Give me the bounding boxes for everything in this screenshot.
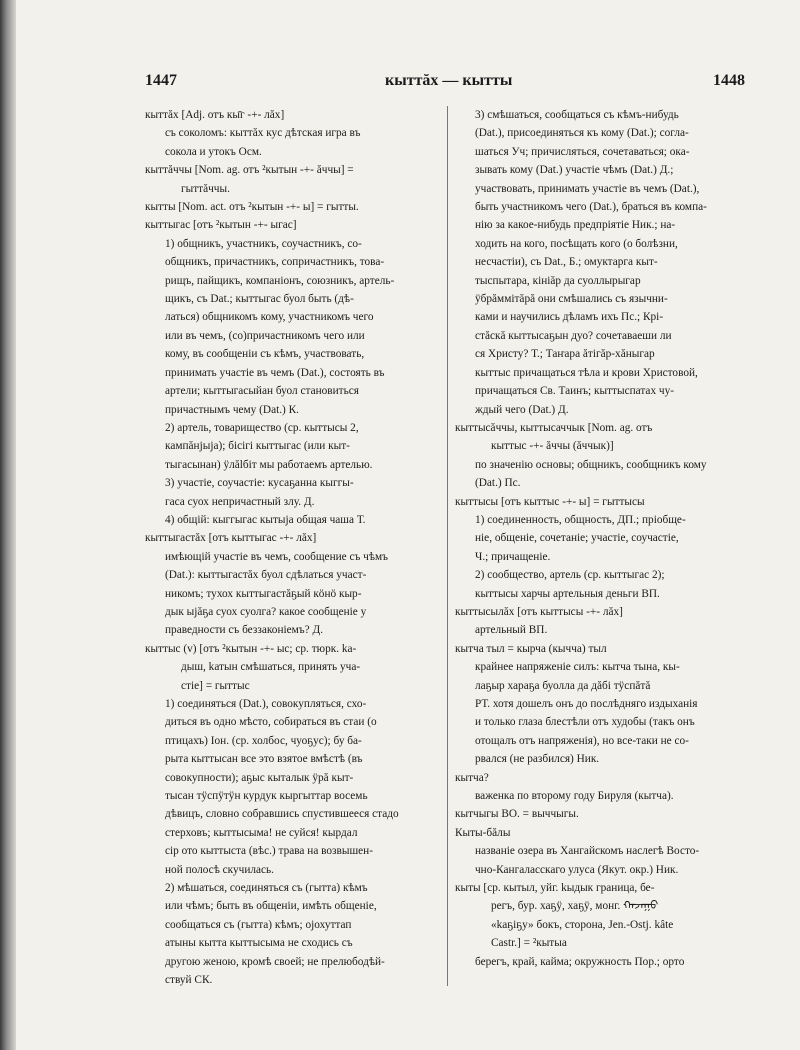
entry-text-line: участвовать, принимать участіе въ чемъ (Dat.), xyxy=(475,182,700,195)
entry-text-line: и только глаза блестѣли отъ худобы (такъ онъ xyxy=(475,716,695,729)
entry-text-line: стіе] = гыттыс xyxy=(181,679,250,692)
entry-text-line: сір ото кыттыста (вѣс.) трава на возвышен- xyxy=(165,845,373,858)
entry-text-line: стерховъ; кыттысыма! не суйся! кырдал xyxy=(165,826,358,839)
entry-text-line: тыспытара, кініăр да суоллырыгар xyxy=(475,274,641,287)
entry-text-line: артельный ВП. xyxy=(475,624,548,637)
page-number-right: 1448 xyxy=(713,72,745,89)
entry-text-line: «kаҕiҕу» бокъ, сторона, Jen.-Ostj. kâte xyxy=(491,918,674,931)
entry-text-line: 2) артель, товарищество (ср. кыттысы 2, xyxy=(165,421,359,434)
entry-text-line: ÿбрăммітăрă они смѣшались съ язычни- xyxy=(475,293,668,306)
entry-text-line: 1) соединяться (Dat.), совокупляться, схо- xyxy=(165,698,367,710)
page-header xyxy=(145,72,785,96)
entry-text-line: кыттыс -+- ăччы (ăччык)] xyxy=(491,440,614,453)
entry-text-line: (Dat.) Пс. xyxy=(475,477,521,490)
entry-text-line: тыгасынан) ÿлălбіт мы работаемъ артелью. xyxy=(165,458,373,471)
entry-text-line: гаса суох непричастный злу. Д. xyxy=(165,495,315,508)
entry-headword-line: кытчыгы ВО. = выччыгы. xyxy=(455,808,579,821)
entry-text-line: съ соколомъ: кыттăх кус дѣтская игра въ xyxy=(165,127,361,140)
entry-text-line: названіе озера въ Хангайскомъ наслегѣ Восто- xyxy=(475,845,700,858)
entry-text-line: рыта кыттысан все это взятое вмѣстѣ (въ xyxy=(165,753,363,766)
entry-text-line: имѣющій участіе въ чемъ, сообщение съ чѣмъ xyxy=(165,550,388,563)
entry-text-line: 1) общникъ, участникъ, соучастникъ, со- xyxy=(165,237,362,250)
entry-text-line: стăскă кыттысаҕын дуо? сочетаваеши ли xyxy=(475,329,672,342)
entry-text-line: щикъ, съ Dat.; кыттыгас буол быть (дѣ- xyxy=(165,293,354,306)
entry-headword-line: кытча? xyxy=(455,771,489,784)
entry-text-line: дыш, kатын смѣшаться, принять уча- xyxy=(181,661,361,674)
entry-text-line: Ч.; причащеніе. xyxy=(475,550,551,563)
entry-text-line: зывать кому (Dat.) участіе чѣмъ (Dat.) Д.; xyxy=(475,164,674,177)
entry-text-line: 2) мѣшаться, соединяться съ (гытта) кѣмъ xyxy=(165,882,368,895)
left-column xyxy=(145,106,441,990)
entry-text-line: латься) общникомъ кому, участникомъ чего xyxy=(165,311,374,324)
entry-text-line: ствуй СК. xyxy=(165,974,213,987)
entry-text-line: РТ. хотя дошелъ онъ до послѣдняго издыханія xyxy=(475,698,698,710)
entry-text-line: регъ, бур. хаҕÿ, хаҕÿ, монг. ᠬᠠᠵᠠᠭᠤ xyxy=(491,900,659,913)
entry-text-line: по значенію основы; общникъ, сообщникъ кому xyxy=(475,458,707,471)
entry-text-line: дѣвицъ, словно собравшись спустившееся стадо xyxy=(165,808,399,821)
entry-text-line: кампăнјыја); бісігі кыттыгас (или кыт- xyxy=(165,440,350,453)
page-number-left: 1447 xyxy=(145,72,177,89)
entry-text-line: рищъ, пайщикъ, компаніонъ, союзникъ, артель- xyxy=(165,274,395,287)
entry-headword-line: кыттыгастăх [отъ кыттыгас -+- лăх] xyxy=(145,532,317,545)
entry-text-line: артели; кыттыгасыйан буол становиться xyxy=(165,385,359,398)
entry-text-line: никомъ; тухох кыттыгастăҕый кöнö кыр- xyxy=(165,587,362,600)
entry-text-line: причастнымъ чему (Dat.) К. xyxy=(165,403,299,416)
entry-headword-line: кыттăх [Adj. отъ кы̄г -+- лăх] xyxy=(145,109,285,121)
entry-headword-line: кыттыс (v) [отъ ²кытын -+- ыс; ср. тюрк. kа- xyxy=(145,642,357,655)
entry-text-line: несчастіи), съ Dat., Б.; омуктарга кыт- xyxy=(475,256,658,269)
column-divider xyxy=(447,106,448,986)
entry-text-line: ками и научились дѣламъ ихъ Пс.; Крi- xyxy=(475,311,664,324)
entry-text-line: ся Христу? Т.; Таҥара ăтігăр-хăныгар xyxy=(475,348,655,361)
entry-headword-line: кыттăччы [Nom. ag. отъ ²кытын -+- ăччы] = xyxy=(145,164,354,177)
entry-text-line: важенка по второму году Бируля (кытча). xyxy=(475,790,674,803)
entry-text-line: общникъ, причастникъ, сопричастникъ, това- xyxy=(165,256,385,269)
entry-headword-line: кытча тыл = кырча (кычча) тыл xyxy=(455,642,607,655)
entry-headword-line: кыты [ср. кытыл, уйг. kыдык граница, бе- xyxy=(455,882,655,895)
entry-text-line: лаҕыр хараҕа буолла да дăбі тÿспăтă xyxy=(475,679,651,692)
entry-text-line: гыттăччы. xyxy=(181,182,230,195)
entry-text-line: берегъ, край, кайма; окружность Пор.; орто xyxy=(475,955,685,968)
entry-headword-line: кыттысăччы, кыттысаччык [Nom. ag. отъ xyxy=(455,421,653,434)
entry-text-line: диться въ одно мѣсто, собираться въ стаи (о xyxy=(165,716,377,729)
entry-headword-line: кыттысы [отъ кыттыс -+- ы] = гыттысы xyxy=(455,495,645,508)
entry-text-line: чно-Кангаласскаго улуса (Якут. окр.) Ник. xyxy=(475,863,679,876)
entry-text-line: 2) сообщество, артель (ср. кыттыгас 2); xyxy=(475,569,665,582)
entry-text-line: кыттыс причащаться тѣла и крови Христовой, xyxy=(475,366,698,379)
entry-text-line: крайнее напряженіе силъ: кытча тына, кы- xyxy=(475,661,680,674)
entry-headword-line: кыттыгас [отъ ²кытын -+- ыгас] xyxy=(145,219,297,232)
entry-text-line: кому, въ сообщеніи съ кѣмъ, участвовать, xyxy=(165,348,365,361)
entry-text-line: 4) общій: кыггыгас кытыја общая чаша Т. xyxy=(165,513,366,526)
entry-text-line: кыттысы харчы артельныя деньги ВП. xyxy=(475,587,660,600)
entry-text-line: 3) смѣшаться, сообщаться съ кѣмъ-нибудь xyxy=(475,109,679,121)
entry-text-line: шаться Уч; причисляться, сочетаваться; ока- xyxy=(475,145,690,158)
entry-text-line: нію за какое-нибудь предпріятіе Ник.; на- xyxy=(475,219,676,232)
entry-text-line: сокола и утокъ Осм. xyxy=(165,145,262,158)
entry-text-line: 1) соединенность, общность, ДП.; пріобще- xyxy=(475,513,686,526)
entry-text-line: (Dat.), присоединяться къ кому (Dat.); согла- xyxy=(475,127,689,140)
entry-text-line: сообщаться съ (гытта) кѣмъ; ојохуттап xyxy=(165,918,352,931)
entry-text-line: тысан тÿспÿтÿн курдук кыргыттар восемь xyxy=(165,790,368,803)
entry-text-line: (Dat.): кыттыгастăх буол сдѣлаться участ- xyxy=(165,569,367,582)
entry-text-line: ніе, общеніе, сочетаніе; участіе, соучастіе, xyxy=(475,532,679,545)
entry-text-line: ждый чего (Dat.) Д. xyxy=(475,403,569,416)
entry-text-line: причащаться Св. Таинъ; кыттыспатах чу- xyxy=(475,385,675,398)
entry-text-line: отощалъ отъ напряженія), но все-таки не со- xyxy=(475,734,689,747)
entry-headword-line: кыттысылăх [отъ кыттысы -+- лăх] xyxy=(455,605,623,618)
entry-text-line: или въ чемъ, (со)причастникомъ чего или xyxy=(165,329,365,342)
entry-text-line: 3) участіе, соучастіе: кусаҕанна кыггы- xyxy=(165,477,354,490)
entry-text-line: птицахъ) Іон. (ср. холбос, чуоҕус); бу ба- xyxy=(165,734,362,747)
entry-text-line: другою женою, кромѣ своей; не прелюбодѣй- xyxy=(165,955,385,968)
entry-text-line: атыны кытта кыттысыма не сходись съ xyxy=(165,937,353,950)
entry-text-line: рвался (не разбился) Ник. xyxy=(475,753,600,766)
entry-headword-line: кытты [Nom. act. отъ ²кытын -+- ы] = гытты. xyxy=(145,201,359,214)
entry-text-line: ходить на кого, посѣщать кого (о болѣзни, xyxy=(475,237,678,250)
entry-text-line: дык ыјăҕа суох суолга? какое сообщеніе у xyxy=(165,605,367,618)
book-gutter-shadow xyxy=(0,0,16,1050)
entry-text-line: совокупности); аҕыс кыталык ÿрă кыт- xyxy=(165,771,354,784)
entry-text-line: праведности съ беззаконіемъ? Д. xyxy=(165,624,324,637)
running-title: кыттăх — кытты xyxy=(385,72,513,89)
right-column xyxy=(455,106,745,971)
entry-text-line: быть участникомъ чего (Dat.), браться въ компа- xyxy=(475,201,707,214)
entry-text-line: или чѣмъ; быть въ общеніи, имѣть общеніе, xyxy=(165,900,377,913)
entry-text-line: Castr.] = ²кытыа xyxy=(491,937,567,950)
entry-headword-line: Кыты-бăлы xyxy=(455,826,511,839)
entry-text-line: принимать участіе въ чемъ (Dat.), состоять въ xyxy=(165,366,385,379)
entry-text-line: ной полосѣ скучилась. xyxy=(165,863,275,876)
